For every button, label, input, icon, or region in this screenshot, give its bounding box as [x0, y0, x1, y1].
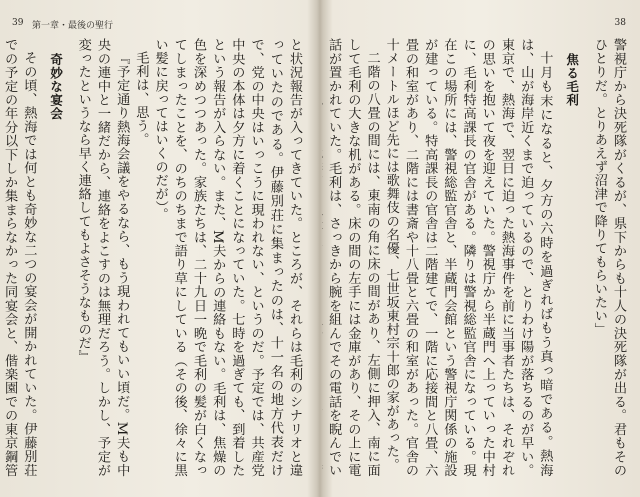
right-page-number: 38	[614, 18, 626, 28]
right-body-text	[326, 38, 628, 477]
left-page-number: 39	[12, 18, 24, 28]
section-heading: 焦る毛利	[564, 53, 580, 107]
paragraph: 『予定通り熱海会議をやるなら、もう現われてもいい頃だ。M夫も中央の連中と一緒だから、連絡をよこすのは無理だろう。しかし、予定が変ったというなら早く連絡してもよさそうなものだ』	[75, 38, 130, 477]
paragraph: 十月も末になると、夕方の六時を過ぎればもう真っ暗である。熱海は、山が海岸近くまで迫っているので、とりわけ陽が落ちるのが早い。東京で、熱海で、翌日に迫った熱海事件を前に当事者たちは、それぞれの思いを抱いて夜を迎えていた。警視庁から半蔵門へ上っていった中村に、毛利特高課長の官舎がある。隣りは警視総監官舎になっている。現在この場所には、警視総監官舎と、半蔵門会館という警視庁関係の施設が建っている。特高課長の官舎は二階建てで、一階に応接間と八畳、六畳の和室があり、二階には書斎や十八畳と六畳の和室があった。官舎の十メートルほど先には歌舞伎の名優、七世坂東村宗十郎の家があった。	[383, 38, 553, 477]
section-heading: 奇妙な宴会	[48, 53, 64, 121]
paragraph: 警視庁から決死隊がくるが、県下からも十人の決死隊が出る。君もそのひとりだ。とりあえず沼津で降りてもらいたい」	[591, 38, 626, 477]
paragraph: 二階の八畳の間には、東南の角に床の間があり、左側に押入、南に面して毛利の大きな机がある。床の間の左手には金庫があり、その上に電話が置かれていた。毛利は、さっきから腕を組んでその電話を睨んでい	[326, 38, 380, 477]
left-running-head: 第一章・最後の聖行	[32, 21, 114, 31]
paragraph: と状況報告が入ってきていた。ところが、それらは毛利のシナリオと違っていたのである。伊藤別荘に集まったのは、十一名の地方代表だけで、党の中央はいっこうに現われない、というのだ。予定では、共産党中央の本体は夕方に着くことになっていた。七時を過ぎても、到着したという報告が入らない。また、M夫からの連絡もない。毛利は、焦燥の色を深めつつあった。家族たちは、二十九日一晩で毛利の髪が白くなってしまったことを、のちのちまで語り草にしている（その後、徐々に黒い髪に戻ってはいくのだが）。	[152, 38, 302, 477]
paragraph: 毛利は、思う。	[133, 51, 149, 147]
paragraph: その頃、熱海では何とも奇妙な二つの宴会が開かれていた。伊藤別荘での予定の年分以下しか集まらなかった同宴会と、偕楽園での東京鋼管	[2, 38, 37, 477]
left-page	[0, 0, 318, 497]
left-body-text	[2, 38, 304, 477]
right-page	[322, 0, 640, 497]
